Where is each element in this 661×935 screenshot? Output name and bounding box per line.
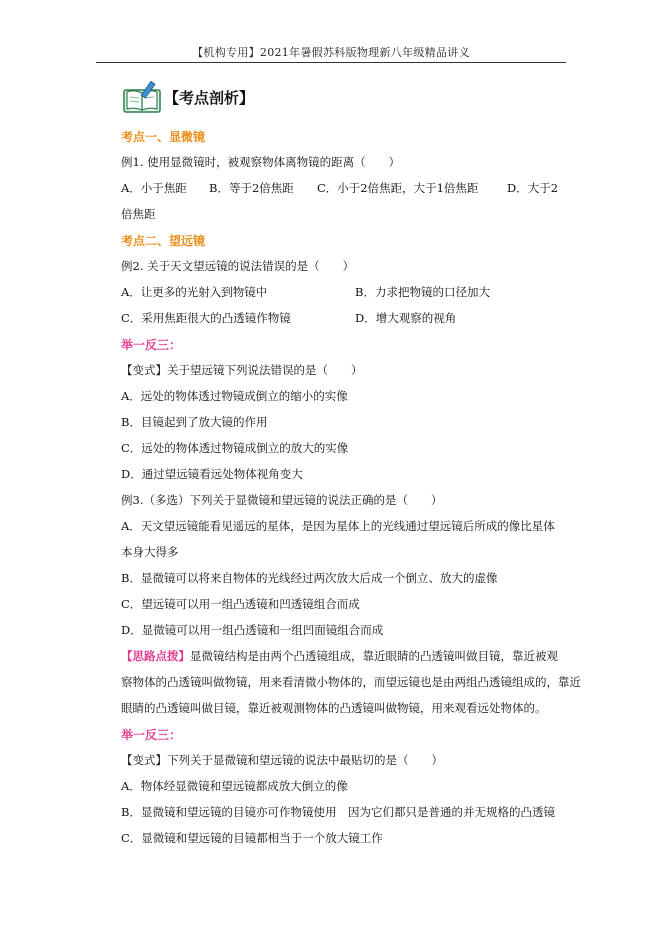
tip-line-1 bbox=[121, 648, 558, 664]
header-rule bbox=[96, 62, 566, 63]
example-3-option-d: D．显微镜可以用一组凸透镜和一组凹面镜组合而成 bbox=[121, 623, 384, 637]
variant-1-option-b: B．目镜起到了放大镜的作用 bbox=[121, 415, 268, 429]
example-1-cont: 倍焦距 bbox=[121, 207, 156, 221]
key-point-2: 考点二、望远镜 bbox=[121, 234, 206, 248]
example-3-option-a: A．天文望远镜能看见遥远的星体，是因为星体上的光线通过望远镜后所成的像比星体 bbox=[121, 519, 555, 533]
tip-label: 【思路点拨】 bbox=[121, 649, 190, 663]
example-3-option-b: B．显微镜可以将来自物体的光线经过两次放大后成一个倒立、放大的虚像 bbox=[121, 571, 498, 585]
page-header: 【机构专用】2021年暑假苏科版物理新八年级精品讲义 bbox=[192, 46, 470, 59]
variant-1-option-c: C．远处的物体透过物镜成倒立的放大的实像 bbox=[121, 441, 349, 455]
section-title: 【考点剖析】 bbox=[164, 89, 255, 107]
option-a: A．小于焦距 bbox=[121, 181, 187, 195]
option-d: D．大于2 bbox=[507, 181, 559, 195]
practice-heading-2: 举一反三： bbox=[121, 728, 182, 742]
example-2-stem: 例2. 关于天文望远镜的说法错误的是（ ） bbox=[121, 259, 355, 273]
option-c: C．小于2倍焦距，大于1倍焦距 bbox=[317, 181, 479, 195]
key-point-1: 考点一、显微镜 bbox=[121, 130, 206, 144]
variant-1-option-a: A．远处的物体透过物镜成倒立的缩小的实像 bbox=[121, 389, 348, 403]
variant-2-option-c: C．显微镜和望远镜的目镜都相当于一个放大镜工作 bbox=[121, 831, 383, 845]
tip-text-1: 显微镜结构是由两个凸透镜组成，靠近眼睛的凸透镜叫做目镜，靠近被观 bbox=[190, 649, 558, 663]
option-d: D．增大观察的视角 bbox=[355, 311, 457, 325]
variant-1-stem: 【变式】关于望远镜下列说法错误的是（ ） bbox=[121, 363, 363, 377]
variant-2-option-a: A．物体经显微镜和望远镜都成放大倒立的像 bbox=[121, 779, 348, 793]
variant-2-stem: 【变式】下列关于显微镜和望远镜的说法中最贴切的是（ ） bbox=[121, 753, 443, 767]
option-a: A．让更多的光射入到物镜中 bbox=[121, 285, 268, 299]
option-b: B．等于2倍焦距 bbox=[209, 181, 294, 195]
example-3-stem: 例3.（多选）下列关于显微镜和望远镜的说法正确的是（ ） bbox=[121, 493, 443, 507]
variant-1-option-d: D．通过望远镜看远处物体视角变大 bbox=[121, 467, 303, 481]
option-b: B．力求把物镜的口径加大 bbox=[355, 285, 490, 299]
book-pencil-icon bbox=[122, 80, 162, 114]
tip-line-3: 眼睛的凸透镜叫做目镜，靠近被观测物体的凸透镜叫做物镜，用来观看远处物体的。 bbox=[121, 701, 547, 715]
example-3-option-a-cont: 本身大得多 bbox=[121, 545, 179, 559]
option-c: C．采用焦距很大的凸透镜作物镜 bbox=[121, 311, 291, 325]
example-1-stem: 例1. 使用显微镜时，被观察物体离物镜的距离（ ） bbox=[121, 155, 401, 169]
example-3-option-c: C．望远镜可以用一组凸透镜和凹透镜组合而成 bbox=[121, 597, 360, 611]
tip-line-2: 察物体的凸透镜叫做物镜，用来看清微小物体的，而望远镜也是由两组凸透镜组成的，靠近 bbox=[121, 675, 581, 689]
variant-2-option-b: B．显微镜和望远镜的目镜亦可作物镜使用 因为它们都只是普通的并无规格的凸透镜 bbox=[121, 805, 555, 819]
practice-heading-1: 举一反三： bbox=[121, 338, 182, 352]
